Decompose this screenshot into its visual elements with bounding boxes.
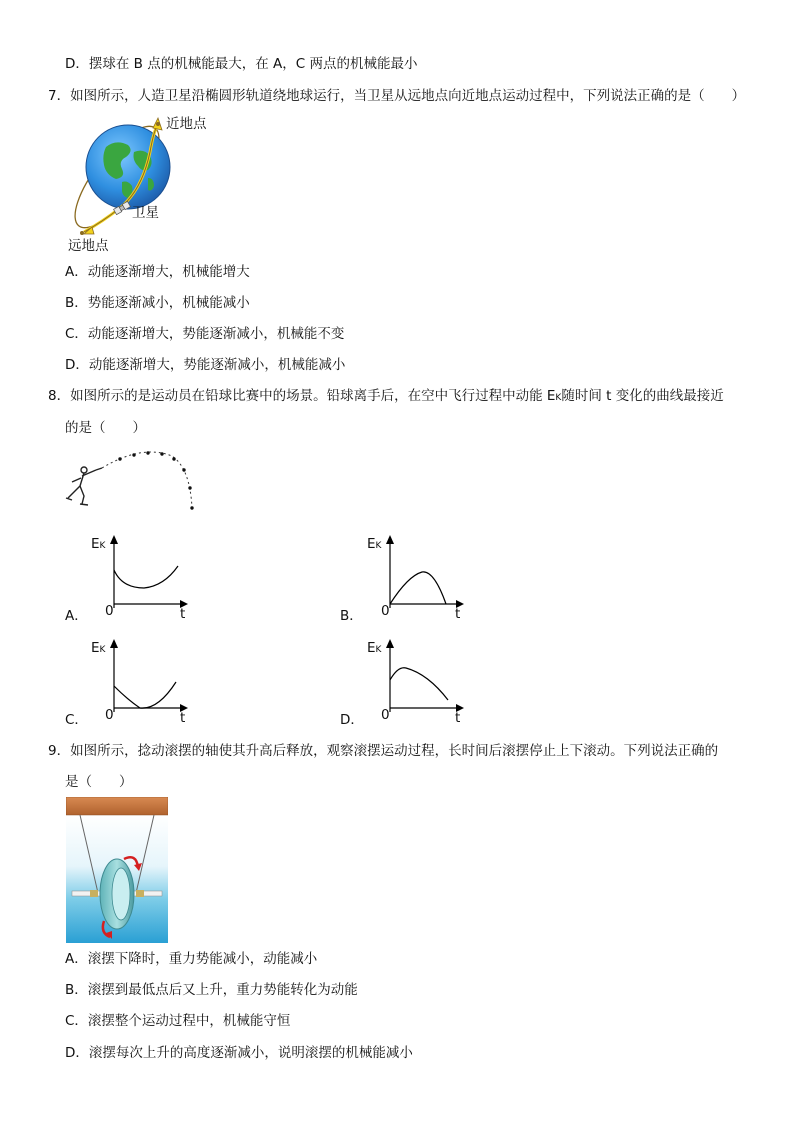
wooden-beam (66, 797, 168, 815)
graph-a-curve (114, 566, 178, 588)
q7-option-b: B．势能逐渐减小，机械能减小 (65, 295, 250, 311)
graph-d-origin: 0 (381, 707, 390, 723)
graph-b-xlabel: t (455, 606, 461, 622)
q9-option-a: A．滚摆下降时，重力势能减小，动能减小 (65, 951, 318, 967)
q6-option-d: D．摆球在 B 点的机械能最大，在 A，C 两点的机械能最小 (65, 56, 418, 72)
athlete-icon (66, 467, 102, 505)
shot-put-figure (62, 448, 202, 514)
q7-option-d: D．动能逐渐增大，势能逐渐减小，机械能减小 (65, 357, 346, 373)
graph-a (104, 532, 188, 612)
graph-c-letter: C． (65, 712, 88, 728)
graph-c-ylabel: EK (91, 640, 106, 656)
graph-b-letter: B． (340, 608, 363, 624)
graph-d-curve (390, 668, 448, 700)
trajectory-path (102, 452, 192, 508)
q9-stem-line2: 是（ ） (65, 774, 133, 790)
graph-b-curve (390, 572, 446, 604)
q8-stem-line1: 8．如图所示的是运动员在铅球比赛中的场景。铅球离手后，在空中飞行过程中动能 EK随时间 t 变化的曲线最接近 (48, 388, 724, 404)
q9-option-d: D．滚摆每次上升的高度逐渐减小，说明滚摆的机械能减小 (65, 1045, 413, 1061)
graph-c-curve (114, 682, 176, 708)
graph-d-letter: D． (340, 712, 364, 728)
q7-option-a: A．动能逐渐增大，机械能增大 (65, 264, 250, 280)
graph-d-ylabel: EK (367, 640, 382, 656)
q8-stem-line2: 的是（ ） (65, 420, 146, 436)
graph-a-ylabel: EK (91, 536, 106, 552)
graph-c (104, 636, 188, 716)
graph-a-origin: 0 (105, 603, 114, 619)
graph-b (380, 532, 464, 612)
graph-c-xlabel: t (180, 710, 186, 726)
q9-stem-line1: 9．如图所示，捻动滚摆的轴使其升高后释放，观察滚摆运动过程，长时间后滚摆停止上下滚动。下列说法正确的 (48, 743, 719, 759)
q7-option-c: C．动能逐渐增大，势能逐渐减小，机械能不变 (65, 326, 345, 342)
graph-d (380, 636, 464, 716)
q7-stem: 7．如图所示，人造卫星沿椭圆形轨道绕地球运行，当卫星从远地点向近地点运动过程中，下列说法正确的是（ ） (48, 88, 746, 104)
apogee-label: 远地点 (68, 238, 109, 254)
graph-c-origin: 0 (105, 707, 114, 723)
graph-b-ylabel: EK (367, 536, 382, 552)
perigee-label: 近地点 (166, 116, 207, 132)
graph-a-xlabel: t (180, 606, 186, 622)
q9-option-c: C．滚摆整个运动过程中，机械能守恒 (65, 1013, 291, 1029)
graph-a-letter: A． (65, 608, 88, 624)
graph-b-origin: 0 (381, 603, 390, 619)
graph-d-xlabel: t (455, 710, 461, 726)
q9-option-b: B．滚摆到最低点后又上升，重力势能转化为动能 (65, 982, 358, 998)
satellite-label: 卫星 (132, 205, 159, 221)
maxwell-pendulum-figure (66, 797, 168, 943)
